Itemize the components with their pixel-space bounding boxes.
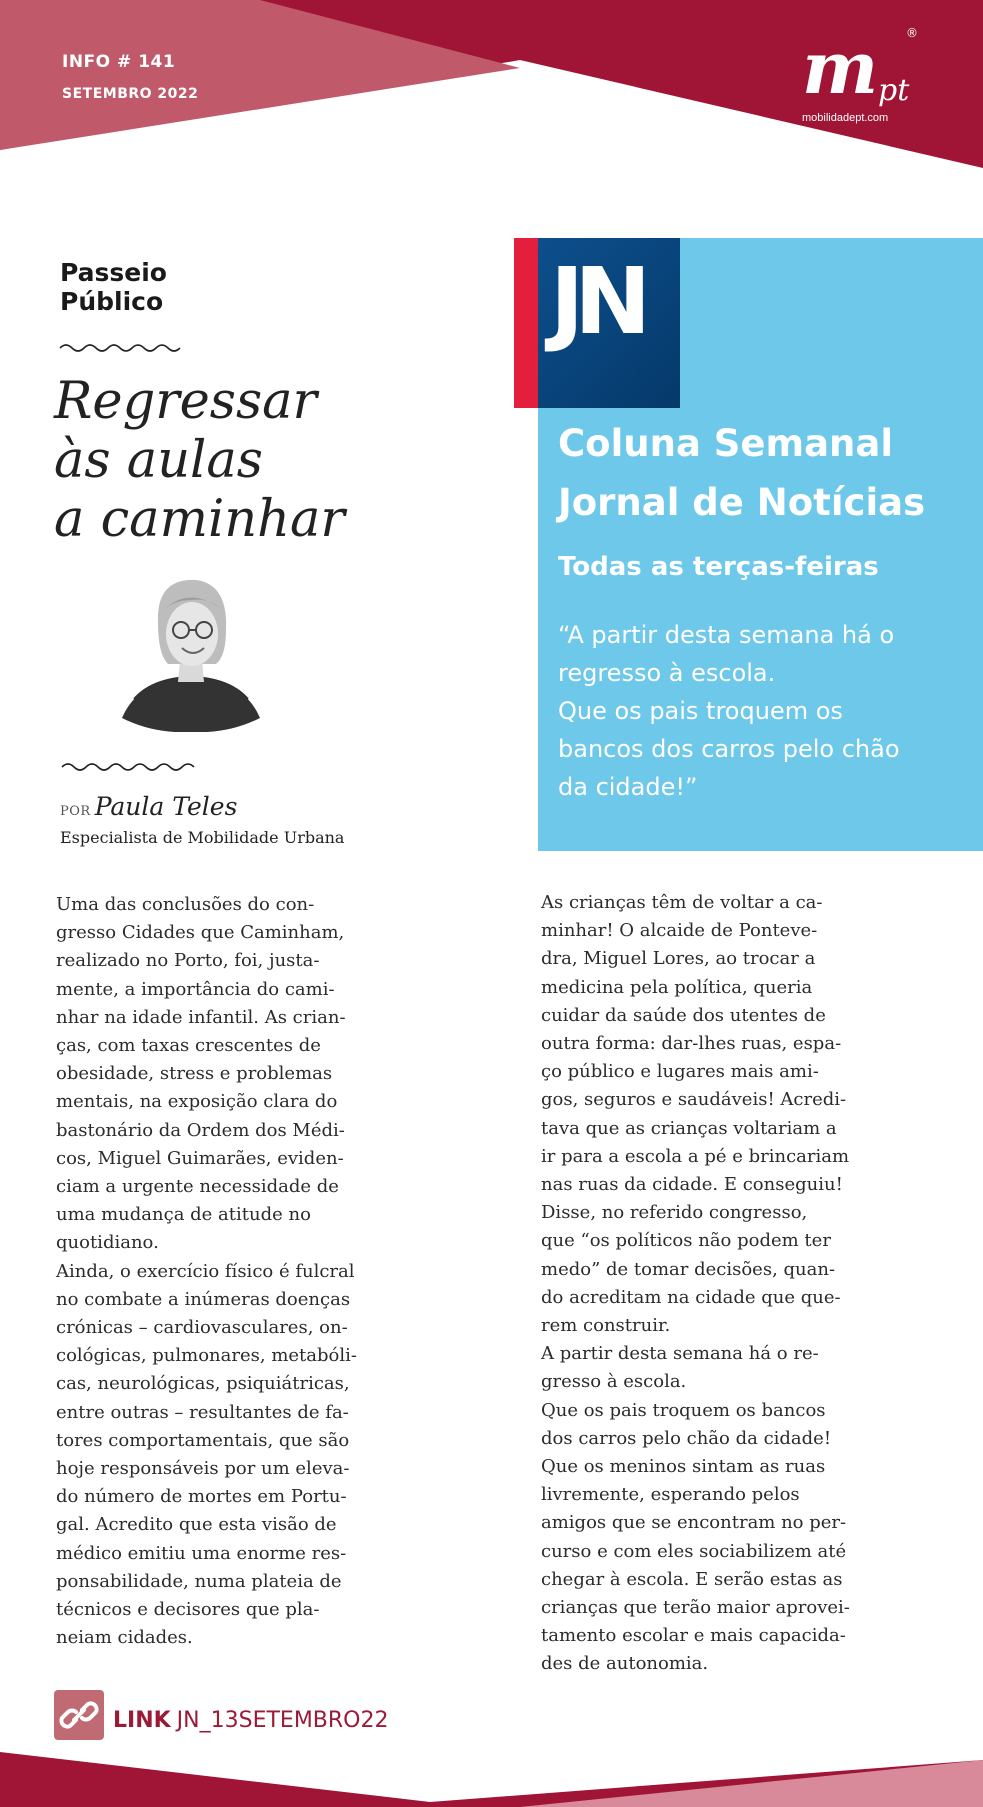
article-line: neiam cidades. bbox=[56, 1627, 193, 1649]
quote-line: “A partir desta semana há o bbox=[558, 621, 895, 649]
article-line: crianças que terão maior aprovei- bbox=[541, 1597, 850, 1619]
article-line: bastonário da Ordem dos Médi- bbox=[56, 1119, 345, 1141]
logo-sub: pt bbox=[878, 73, 910, 108]
article-line: ças, com taxas crescentes de bbox=[56, 1035, 321, 1057]
article-line: des de autonomia. bbox=[541, 1653, 709, 1675]
article-column-right bbox=[541, 889, 956, 1679]
article-line: do número de mortes em Portu- bbox=[56, 1486, 347, 1508]
article-line: Disse, no referido congresso, bbox=[541, 1202, 808, 1224]
article-line: hoje responsáveis por um eleva- bbox=[56, 1458, 350, 1480]
footer-banner bbox=[0, 1752, 983, 1807]
logo-mark: m bbox=[802, 25, 879, 110]
promo-title-line: Coluna Semanal bbox=[558, 422, 894, 465]
article-line: Que os meninos sintam as ruas bbox=[541, 1456, 826, 1478]
issue-number: INFO # 141 bbox=[62, 52, 176, 72]
section-title bbox=[60, 258, 300, 316]
promo-title-line: Jornal de Notícias bbox=[558, 481, 926, 524]
article-line: Ainda, o exercício físico é fulcral bbox=[56, 1260, 355, 1282]
article-line: médico emitiu uma enorme res- bbox=[56, 1542, 347, 1564]
quote-line: Que os pais troquem os bbox=[558, 697, 843, 725]
author-name: Paula Teles bbox=[94, 792, 238, 821]
article-line: rem construir. bbox=[541, 1315, 671, 1337]
article-headline bbox=[54, 372, 434, 549]
article-line: cológicas, pulmonares, metabóli- bbox=[56, 1345, 357, 1367]
article-line: dra, Miguel Lores, ao trocar a bbox=[541, 948, 816, 970]
article-line: Uma das conclusões do con- bbox=[56, 894, 315, 915]
headline-line: às aulas bbox=[54, 431, 263, 490]
article-line: tores comportamentais, que são bbox=[56, 1429, 350, 1451]
article-line: ponsabilidade, numa plateia de bbox=[56, 1570, 342, 1592]
article-line: As crianças têm de voltar a ca- bbox=[541, 892, 823, 913]
article-line: mentais, na exposição clara do bbox=[56, 1091, 338, 1113]
issue-date: SETEMBRO 2022 bbox=[62, 86, 199, 102]
article-line: uma mudança de atitude no bbox=[56, 1204, 311, 1226]
jn-logo-text: JN bbox=[550, 248, 642, 355]
article-line: ço público e lugares mais ami- bbox=[541, 1061, 819, 1083]
article-line: dos carros pelo chão da cidade! bbox=[541, 1427, 832, 1449]
quote-line: bancos dos carros pelo chão bbox=[558, 735, 900, 763]
promo-subtitle: Todas as terças-feiras bbox=[558, 552, 879, 582]
article-line: tamento escolar e mais capacida- bbox=[541, 1625, 846, 1647]
article-line: cas, neurológicas, psiquiátricas, bbox=[56, 1373, 350, 1395]
article-line: mente, a importância do cami- bbox=[56, 978, 335, 1000]
byline bbox=[60, 792, 237, 821]
mobilidade-logo[interactable] bbox=[802, 25, 952, 127]
article-line: realizado no Porto, foi, justa- bbox=[56, 950, 320, 972]
section-title-line: Público bbox=[60, 287, 164, 316]
quote-line: da cidade!” bbox=[558, 773, 698, 801]
link-icon[interactable] bbox=[54, 1690, 104, 1740]
article-line: no combate a inúmeras doenças bbox=[56, 1288, 351, 1310]
article-line: livremente, esperando pelos bbox=[541, 1484, 800, 1506]
headline-line: a caminhar bbox=[54, 490, 345, 549]
article-line: amigos que se encontram no per- bbox=[541, 1512, 847, 1534]
link-target[interactable]: JN_13SETEMBRO22 bbox=[176, 1708, 389, 1733]
article-line: do acreditam na cidade que que- bbox=[541, 1286, 841, 1308]
article-line: crónicas – cardiovasculares, on- bbox=[56, 1317, 348, 1339]
article-line: tava que as crianças voltariam a bbox=[541, 1117, 837, 1139]
article-line: Que os pais troquem os bancos bbox=[541, 1399, 826, 1421]
article-line: gos, seguros e saudáveis! Acredi- bbox=[541, 1089, 847, 1111]
jn-logo bbox=[538, 238, 680, 408]
article-line: entre outras – resultantes de fa- bbox=[56, 1401, 349, 1423]
article-line: nhar na idade infantil. As crian- bbox=[56, 1006, 346, 1028]
article-line: que “os políticos não podem ter bbox=[541, 1230, 831, 1252]
article-line: gal. Acredito que esta visão de bbox=[56, 1514, 337, 1536]
article-line: ciam a urgente necessidade de bbox=[56, 1176, 339, 1198]
article-line: ir para a escola a pé e brincariam bbox=[541, 1145, 850, 1167]
chain-link-icon bbox=[54, 1690, 104, 1740]
section-title-line: Passeio bbox=[60, 258, 167, 287]
article-line: gresso à escola. bbox=[541, 1371, 687, 1393]
author-portrait bbox=[108, 568, 274, 732]
article-line: A partir desta semana há o re- bbox=[541, 1343, 819, 1365]
article-line: cos, Miguel Guimarães, eviden- bbox=[56, 1147, 344, 1169]
headline-line: Regressar bbox=[54, 372, 317, 431]
article-column-left bbox=[56, 891, 451, 1652]
article-line: curso e com eles sociabilizem até bbox=[541, 1540, 847, 1562]
article-line: outra forma: dar-lhes ruas, espa- bbox=[541, 1033, 842, 1055]
link-label: LINK bbox=[113, 1708, 171, 1733]
article-line: gresso Cidades que Caminham, bbox=[56, 922, 345, 944]
logo-url: mobilidadept.com bbox=[802, 112, 889, 124]
article-line: obesidade, stress e problemas bbox=[56, 1063, 333, 1085]
jn-red-bar bbox=[514, 238, 540, 408]
author-role: Especialista de Mobilidade Urbana bbox=[60, 828, 345, 847]
squiggle-divider-bottom bbox=[60, 759, 200, 775]
registered-mark: ® bbox=[906, 26, 918, 40]
article-line: nas ruas da cidade. E conseguiu! bbox=[541, 1174, 843, 1196]
byline-por: POR bbox=[60, 804, 91, 819]
squiggle-divider-top bbox=[58, 340, 188, 356]
article-line: técnicos e decisores que pla- bbox=[56, 1599, 320, 1621]
quote-line: regresso à escola. bbox=[558, 659, 776, 687]
article-line: minhar! O alcaide de Ponteve- bbox=[541, 920, 818, 942]
promo-title bbox=[558, 414, 978, 532]
article-line: chegar à escola. E serão estas as bbox=[541, 1568, 843, 1590]
article-line: quotidiano. bbox=[56, 1232, 159, 1254]
article-line: medo” de tomar decisões, quan- bbox=[541, 1258, 836, 1280]
article-line: medicina pela política, queria bbox=[541, 976, 813, 998]
article-link[interactable] bbox=[113, 1708, 389, 1733]
promo-quote bbox=[558, 616, 978, 806]
article-line: cuidar da saúde dos utentes de bbox=[541, 1004, 826, 1026]
